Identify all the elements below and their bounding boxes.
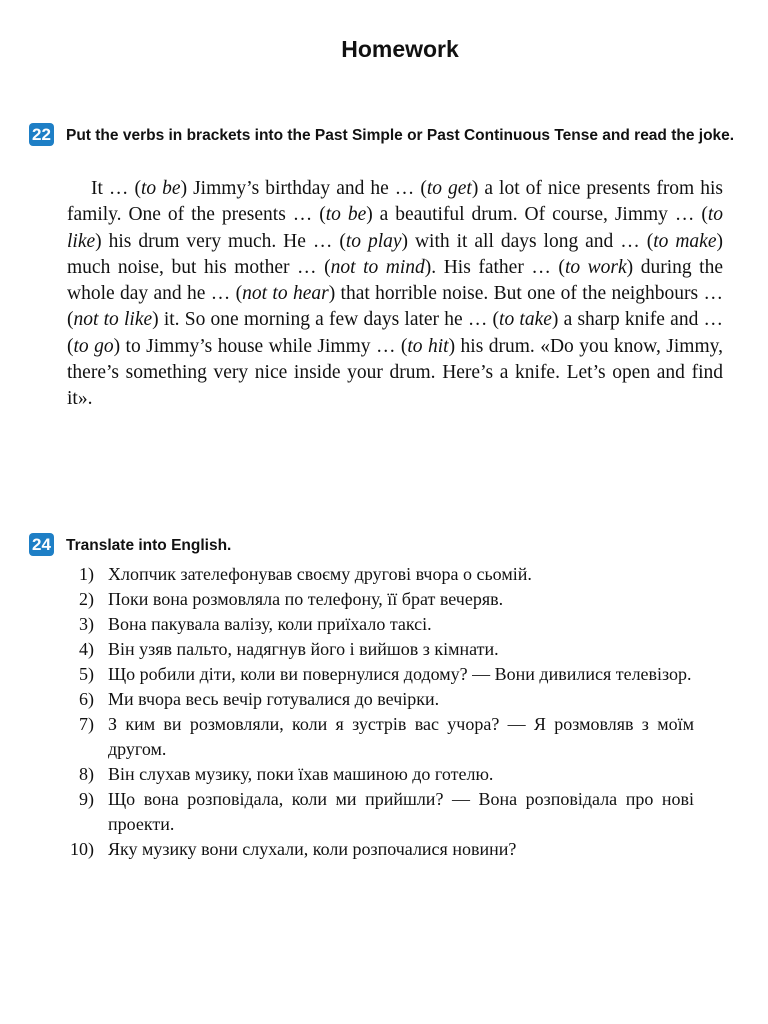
passage-text: ) his drum very much. He … ( [95, 230, 346, 252]
verb-prompt: to like [67, 204, 723, 252]
verb-prompt: to get [426, 178, 472, 199]
list-item [0, 637, 768, 662]
passage-text: It … ( [91, 178, 141, 199]
list-item-text: Він слухав музику, поки їхав машиною до готелю. [108, 764, 494, 784]
list-item [0, 837, 768, 862]
list-item [0, 687, 768, 712]
list-item-number: 6) [79, 689, 94, 709]
list-item-text: Вона пакувала валізу, коли приїхало таксі. [108, 614, 432, 634]
verb-prompt: to be [140, 178, 181, 199]
list-item-text: Що вона розповідала, коли ми прийшли? — Вона розповідала про нові проекти. [108, 789, 694, 834]
passage-text: ) a sharp knife and … ( [67, 309, 724, 357]
passage-text: ) Jimmy’s birthday and he … ( [180, 178, 427, 199]
verb-prompt: to make [653, 230, 717, 252]
verb-prompt: to be [325, 204, 367, 226]
passage-text: ) to Jimmy’s house while Jimmy … ( [113, 335, 408, 357]
list-item-number: 7) [79, 714, 94, 734]
passage-text: ) with it all days long and … ( [401, 230, 654, 252]
list-item-text: Що робили діти, коли ви повернулися додому? — Вони дивилися телевізор. [108, 664, 692, 684]
exercise-24-number-badge: 24 [29, 533, 54, 556]
list-item-number: 3) [79, 614, 94, 634]
passage-text: ) a beautiful drum. Of course, Jimmy … ( [366, 204, 708, 226]
exercise-22-instruction: Put the verbs in brackets into the Past Simple or Past Continuous Tense and read the joke. [66, 127, 735, 144]
list-item [0, 762, 768, 787]
verb-prompt: to work [564, 256, 627, 278]
verb-prompt: to hit [407, 335, 449, 357]
list-item-number: 8) [79, 764, 94, 784]
list-item-number: 10) [70, 839, 94, 859]
page-title: Homework [341, 36, 459, 62]
list-item-text: Він узяв пальто, надягнув його і вийшов з кімнати. [108, 639, 499, 659]
verb-prompt: not to mind [330, 256, 425, 278]
exercise-22-passage [67, 176, 723, 413]
translation-list [0, 562, 768, 862]
verb-prompt: to go [73, 335, 114, 357]
passage-text: ) it. So one morning a few days later he … ( [152, 309, 500, 331]
list-item-text: З ким ви розмовляли, коли я зустрів вас учора? — Я розмовляв з моїм другом. [108, 714, 694, 759]
passage-text: ) that horrible noise. But one of the neighbours … ( [67, 283, 723, 331]
passage-text: ) a lot of nice presents from his family. One of the presents … ( [67, 178, 724, 226]
exercise-24-instruction: Translate into English. [66, 537, 232, 554]
list-item-text: Хлопчик зателефонував своєму другові вчора о сьомій. [108, 564, 532, 584]
list-item [0, 587, 768, 612]
list-item [0, 662, 768, 687]
list-item-number: 4) [79, 639, 94, 659]
verb-prompt: to take [499, 309, 552, 331]
list-item [0, 787, 768, 837]
list-item [0, 712, 768, 762]
passage-text: ) his drum. «Do you know, Jimmy, there’s something very nice inside your drum. Here’s a knife. Let’s open and find it». [67, 335, 724, 410]
verb-prompt: not to like [73, 309, 153, 331]
verb-prompt: to play [345, 230, 402, 252]
list-item-number: 5) [79, 664, 94, 684]
list-item [0, 562, 768, 587]
list-item-text: Поки вона розмовляла по телефону, її брат вечеряв. [108, 589, 504, 609]
passage-text: ). His father … ( [424, 256, 565, 278]
verb-prompt: not to hear [242, 283, 329, 305]
passage-text: ) much noise, but his mother … ( [67, 230, 723, 278]
exercise-22-number-badge: 22 [29, 123, 54, 146]
list-item-text: Яку музику вони слухали, коли розпочалися новини? [108, 839, 517, 859]
list-item-number: 2) [79, 589, 94, 609]
list-item-text: Ми вчора весь вечір готувалися до вечірки. [108, 689, 440, 709]
list-item [0, 612, 768, 637]
list-item-number: 9) [79, 789, 94, 809]
passage-text: ) during the whole day and he … ( [67, 256, 724, 305]
list-item-number: 1) [79, 564, 94, 584]
